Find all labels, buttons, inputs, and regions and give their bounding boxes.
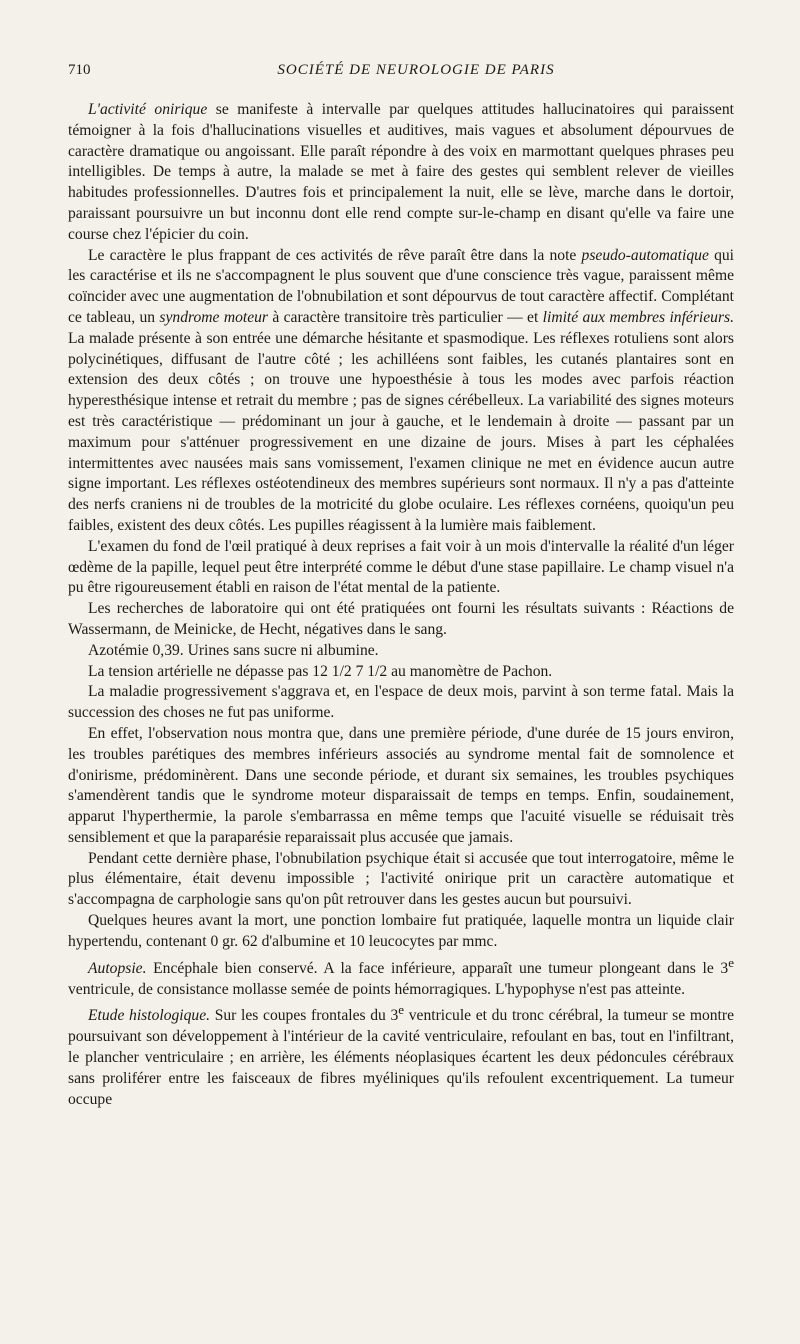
- paragraph: Quelques heures avant la mort, une ponction lombaire fut pratiquée, laquelle montra un liquide clair hypertendu, contenant 0 gr. 62 d'albumine et 10 leucocytes par mmc.: [68, 912, 734, 950]
- italic-term: Etude histologique.: [88, 1007, 211, 1025]
- paragraph: Autopsie. Encéphale bien conservé. A la face inférieure, apparaît une tumeur plongeant dans le 3e ventricule, de consistance mollasse semée de points hémorragiques. L'hypophyse n'est pas atteinte.: [68, 954, 734, 998]
- italic-term: syndrome moteur: [159, 308, 269, 326]
- page-number: 710: [68, 62, 91, 78]
- italic-term: pseudo-automatique: [581, 246, 709, 264]
- paragraph: Les recherches de laboratoire qui ont été pratiquées ont fourni les résultats suivants : Réactions de Wassermann, de Meinicke, de Hecht, négatives dans le sang.: [68, 600, 734, 638]
- paragraph: L'activité onirique se manifeste à intervalle par quelques attitudes hallucinatoires qui paraissent témoigner à la fois d'hallucinations visuelles et auditives, mais vagues et absolument dépourvues de caractère dramatique ou angoissant. Elle paraît répondre à des voix en marmottant quelques phrases peu intelligibles. De temps à autre, la malade se met à faire des gestes qui semblent relever de vieilles habitudes professionnelles. D'autres fois et principalement la nuit, elle se lève, marche dans le dortoir, paraissant poursuivre un but inconnu dont elle rend compte sur-le-champ en disant qu'elle va faire une course chez l'épicier du coin.: [68, 101, 734, 243]
- italic-term: Autopsie.: [88, 959, 147, 977]
- paragraph: Etude histologique. Sur les coupes frontales du 3e ventricule et du tronc cérébral, la tumeur se montre poursuivant son développement à l'intérieur de la cavité ventriculaire, refoulant en bas, tout en l'infiltrant, le plancher ventriculaire ; en arrière, les éléments néoplasiques écartent les deux pédoncules cérébraux sans proliférer entre les faisceaux de fibres myéliniques qu'ils refoulent excentriquement. La tumeur occupe: [68, 1002, 735, 1108]
- paragraph: L'examen du fond de l'œil pratiqué à deux reprises a fait voir à un mois d'intervalle la réalité d'un léger œdème de la papille, lequel peut être interprété comme le début d'une stase papillaire. Le champ visuel n'a pu être rigoureusement établi en raison de l'état mental de la patiente.: [68, 537, 734, 597]
- paragraph: La tension artérielle ne dépasse pas 12 1/2 7 1/2 au manomètre de Pachon.: [88, 662, 553, 680]
- page: [68, 62, 734, 1111]
- paragraph: La maladie progressivement s'aggrava et, en l'espace de deux mois, parvint à son terme fatal. Mais la succession des choses ne fut pas uniforme.: [68, 683, 734, 722]
- paragraph: En effet, l'observation nous montra que, dans une première période, d'une durée de 15 jours environ, les troubles parétiques des membres inférieurs associés au syndrome mental fait de somnolence et d'onirisme, prédominèrent. Dans une seconde période, et durant six semaines, les troubles psychiques s'amendèrent tandis que le syndrome moteur disparaissait de temps en temps. Enfin, soudainement, apparut l'hyperthermie, la parole s'embarrassa en même temps que l'acuité visuelle se réduisait très sensiblement et que la paraparésie reparaissait plus accusée que jamais.: [68, 724, 734, 846]
- page-header: [68, 62, 734, 86]
- paragraph: Le caractère le plus frappant de ces activités de rêve paraît être dans la note pseudo-automatique qui les caractérise et ils ne s'accompagnent le plus souvent que d'une conscience très vague, paraissent même coïncider avec une augmentation de l'obnubilation et sont dépourvus de tout caractère affectif. Complétant ce tableau, un syndrome moteur à caractère transitoire très particulier — et limité aux membres inférieurs. La malade présente à son entrée une démarche hésitante et spasmodique. Les réflexes rotuliens sont alors polycinétiques, diffusant de l'autre côté ; les achilléens sont faibles, les cutanés plantaires sont en extension des deux côtés ; on trouve une hypoesthésie à tous les modes avec parfois réaction hyperesthésique intense et retrait du membre ; pas de signes cérébelleux. La variabilité des signes moteurs est très caractéristique — prédominant un jour à gauche, et le lendemain à droite — passant par un maximum pour s'atténuer progressivement en une dizaine de jours. Mises à part les céphalées intermittentes avec nausées mais sans vomissement, l'examen clinique ne met en évidence aucun autre signe important. Les réflexes ostéotendineux des membres supérieurs sont normaux. Il n'y a pas d'atteinte des nerfs craniens ni de troubles de la motricité du globe oculaire. Les réflexes cornéens, quoiqu'un peu faibles, existent des deux côtés. Les pupilles réagissent à la lumière mais faiblement.: [68, 246, 734, 534]
- paragraph: Azotémie 0,39. Urines sans sucre ni albumine.: [88, 641, 379, 659]
- italic-term: limité aux membres inférieurs.: [542, 308, 734, 326]
- italic-term: L'activité onirique: [88, 101, 208, 118]
- article-body: [68, 100, 734, 1111]
- paragraph: Pendant cette dernière phase, l'obnubilation psychique était si accusée que tout interrogatoire, même le plus élémentaire, était devenu impossible ; l'activité onirique prit un caractère automatique et s'accompagna de carphologie sans qu'on pût retrouver dans les gestes aucun but poursuivi.: [68, 849, 734, 909]
- running-title: SOCIÉTÉ DE NEUROLOGIE DE PARIS: [277, 62, 555, 78]
